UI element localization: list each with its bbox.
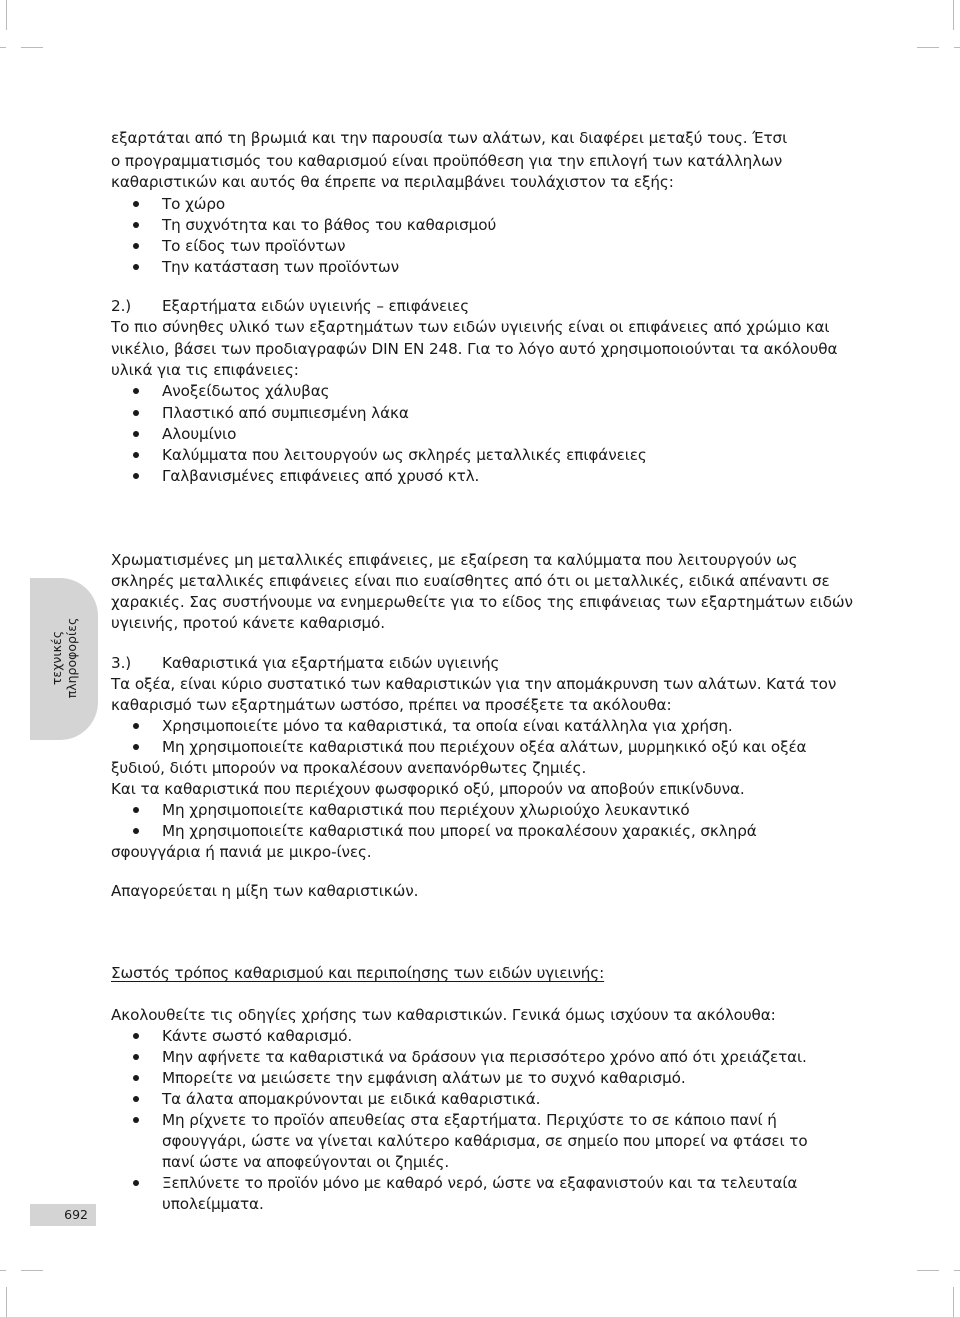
list-item: Μη χρησιμοποιείτε καθαριστικά που περιέχουν οξέα αλάτων, μυρμηκικό οξύ και οξέα [162, 738, 807, 756]
page-number: 692 [30, 1204, 96, 1226]
crop-mark [953, 1287, 954, 1317]
body-text: ξυδιού, διότι μπορούν να προκαλέσουν ανεπανόρθωτες ζημιές. [111, 759, 587, 777]
list-item: Μπορείτε να μειώσετε την εμφάνιση αλάτων με το συχνό καθαρισμό. [162, 1069, 686, 1087]
body-text: Το πιο σύνηθες υλικό των εξαρτημάτων των ειδών υγιεινής είναι οι επιφάνειες από χρώμιο και [111, 318, 830, 336]
list-item: Γαλβανισμένες επιφάνειες από χρυσό κτλ. [162, 467, 480, 485]
body-text: Απαγορεύεται η μίξη των καθαριστικών. [111, 882, 419, 900]
body-text: καθαριστικών και αυτός θα έπρεπε να περιλαμβάνει τουλάχιστον τα εξής: [111, 173, 674, 191]
section-number: 3.) [111, 654, 132, 672]
body-text: υγιεινής, προτού κάνετε καθαρισμό. [111, 614, 385, 632]
crop-mark [917, 1270, 939, 1271]
list-item: Κάντε σωστό καθαρισμό. [162, 1027, 353, 1045]
bullet [133, 222, 139, 228]
bullet [133, 723, 139, 729]
body-text: υλικά για τις επιφάνειες: [111, 361, 299, 379]
bullet [133, 452, 139, 458]
body-text: Ακολουθείτε τις οδηγίες χρήσης των καθαριστικών. Γενικά όμως ισχύουν τα ακόλουθα: [111, 1006, 776, 1024]
bullet [133, 388, 139, 394]
section-heading: Σωστός τρόπος καθαρισμού και περιποίησης των ειδών υγιεινής: [111, 964, 605, 982]
bullet [133, 1096, 139, 1102]
list-item: Πλαστικό από συμπιεσμένη λάκα [162, 404, 409, 422]
list-item: Ξεπλύνετε το προϊόν μόνο με καθαρό νερό, ώστε να εξαφανιστούν και τα τελευταία [162, 1174, 798, 1192]
body-text: καθαρισμό των εξαρτημάτων ωστόσο, πρέπει να προσέξετε τα ακόλουθα: [111, 696, 672, 714]
bullet [133, 243, 139, 249]
list-item: Μην αφήνετε τα καθαριστικά να δράσουν για περισσότερο χρόνο από ότι χρειάζεται. [162, 1048, 807, 1066]
crop-mark [954, 47, 960, 48]
list-item: Μη ρίχνετε το προϊόν απευθείας στα εξαρτήματα. Περιχύστε το σε κάποιο πανί ή [162, 1111, 777, 1129]
body-text: νικέλιο, βάσει των προδιαγραφών DIN EN 248. Για το λόγο αυτό χρησιμοποιούνται τα ακόλουθα [111, 340, 838, 358]
crop-mark [21, 1270, 43, 1271]
body-text: σκληρές μεταλλικές επιφάνειες είναι πιο ευαίσθητες από ότι οι μεταλλικές, ειδικά απέναντι σε [111, 572, 830, 590]
bullet [133, 431, 139, 437]
body-text: σφουγγάρια ή πανιά με μικρο-ίνες. [111, 843, 372, 861]
crop-mark [0, 1270, 6, 1271]
list-item-continued: πανί ώστε να αποφεύγονται οι ζημιές. [162, 1153, 450, 1171]
crop-mark [954, 1270, 960, 1271]
crop-mark [21, 47, 43, 48]
bullet [133, 828, 139, 834]
body-text: Και τα καθαριστικά που περιέχουν φωσφορικό οξύ, μπορούν να αποβούν επικίνδυνα. [111, 780, 745, 798]
list-item-continued: υπολείμματα. [162, 1195, 264, 1213]
crop-mark [953, 0, 954, 30]
body-text: εξαρτάται από τη βρωμιά και την παρουσία των αλάτων, και διαφέρει μεταξύ τους. Έτσι [111, 129, 788, 147]
bullet [133, 201, 139, 207]
crop-mark [0, 47, 6, 48]
crop-mark [917, 47, 939, 48]
list-item: Το χώρο [162, 195, 226, 213]
body-text: ο προγραμματισμός του καθαρισμού είναι προϋπόθεση για την επιλογή των κατάλληλων [111, 152, 783, 170]
bullet [133, 1054, 139, 1060]
list-item: Μη χρησιμοποιείτε καθαριστικά που μπορεί να προκαλέσουν χαρακιές, σκληρά [162, 822, 757, 840]
section-number: 2.) [111, 297, 132, 315]
bullet [133, 410, 139, 416]
list-item: Καλύμματα που λειτουργούν ως σκληρές μεταλλικές επιφάνειες [162, 446, 647, 464]
list-item: Την κατάσταση των προϊόντων [162, 258, 400, 276]
bullet [133, 744, 139, 750]
list-item: Το είδος των προϊόντων [162, 237, 346, 255]
list-item: Χρησιμοποιείτε μόνο τα καθαριστικά, τα οποία είναι κατάλληλα για χρήση. [162, 717, 733, 735]
list-item-continued: σφουγγάρι, ώστε να γίνεται καλύτερο καθάρισμα, σε σημείο που μπορεί να φτάσει το [162, 1132, 808, 1150]
bullet [133, 1075, 139, 1081]
bullet [133, 264, 139, 270]
bullet [133, 807, 139, 813]
bullet [133, 1117, 139, 1123]
body-text: Τα οξέα, είναι κύριο συστατικό των καθαριστικών για την απομάκρυνση των αλάτων. Κατά τον [111, 675, 837, 693]
list-item: Ανοξείδωτος χάλυβας [162, 382, 330, 400]
section-heading: Εξαρτήματα ειδών υγιεινής – επιφάνειες [162, 297, 470, 315]
body-text: χαρακιές. Σας συστήνουμε να ενημερωθείτε για το είδος της επιφάνειας των εξαρτημάτων ειδών [111, 593, 853, 611]
list-item: Αλουμίνιο [162, 425, 237, 443]
body-text: Χρωματισμένες μη μεταλλικές επιφάνειες, με εξαίρεση τα καλύμματα που λειτουργούν ως [111, 551, 798, 569]
crop-mark [6, 1287, 7, 1317]
list-item: Τα άλατα απομακρύνονται με ειδικά καθαριστικά. [162, 1090, 541, 1108]
sidebar-label: τεχνικές πληροφορίες [49, 617, 79, 699]
bullet [133, 473, 139, 479]
bullet [133, 1033, 139, 1039]
bullet [133, 1180, 139, 1186]
crop-mark [6, 0, 7, 30]
list-item: Τη συχνότητα και το βάθος του καθαρισμού [162, 216, 497, 234]
list-item: Μη χρησιμοποιείτε καθαριστικά που περιέχουν χλωριούχο λευκαντικό [162, 801, 690, 819]
section-heading: Καθαριστικά για εξαρτήματα ειδών υγιεινής [162, 654, 500, 672]
